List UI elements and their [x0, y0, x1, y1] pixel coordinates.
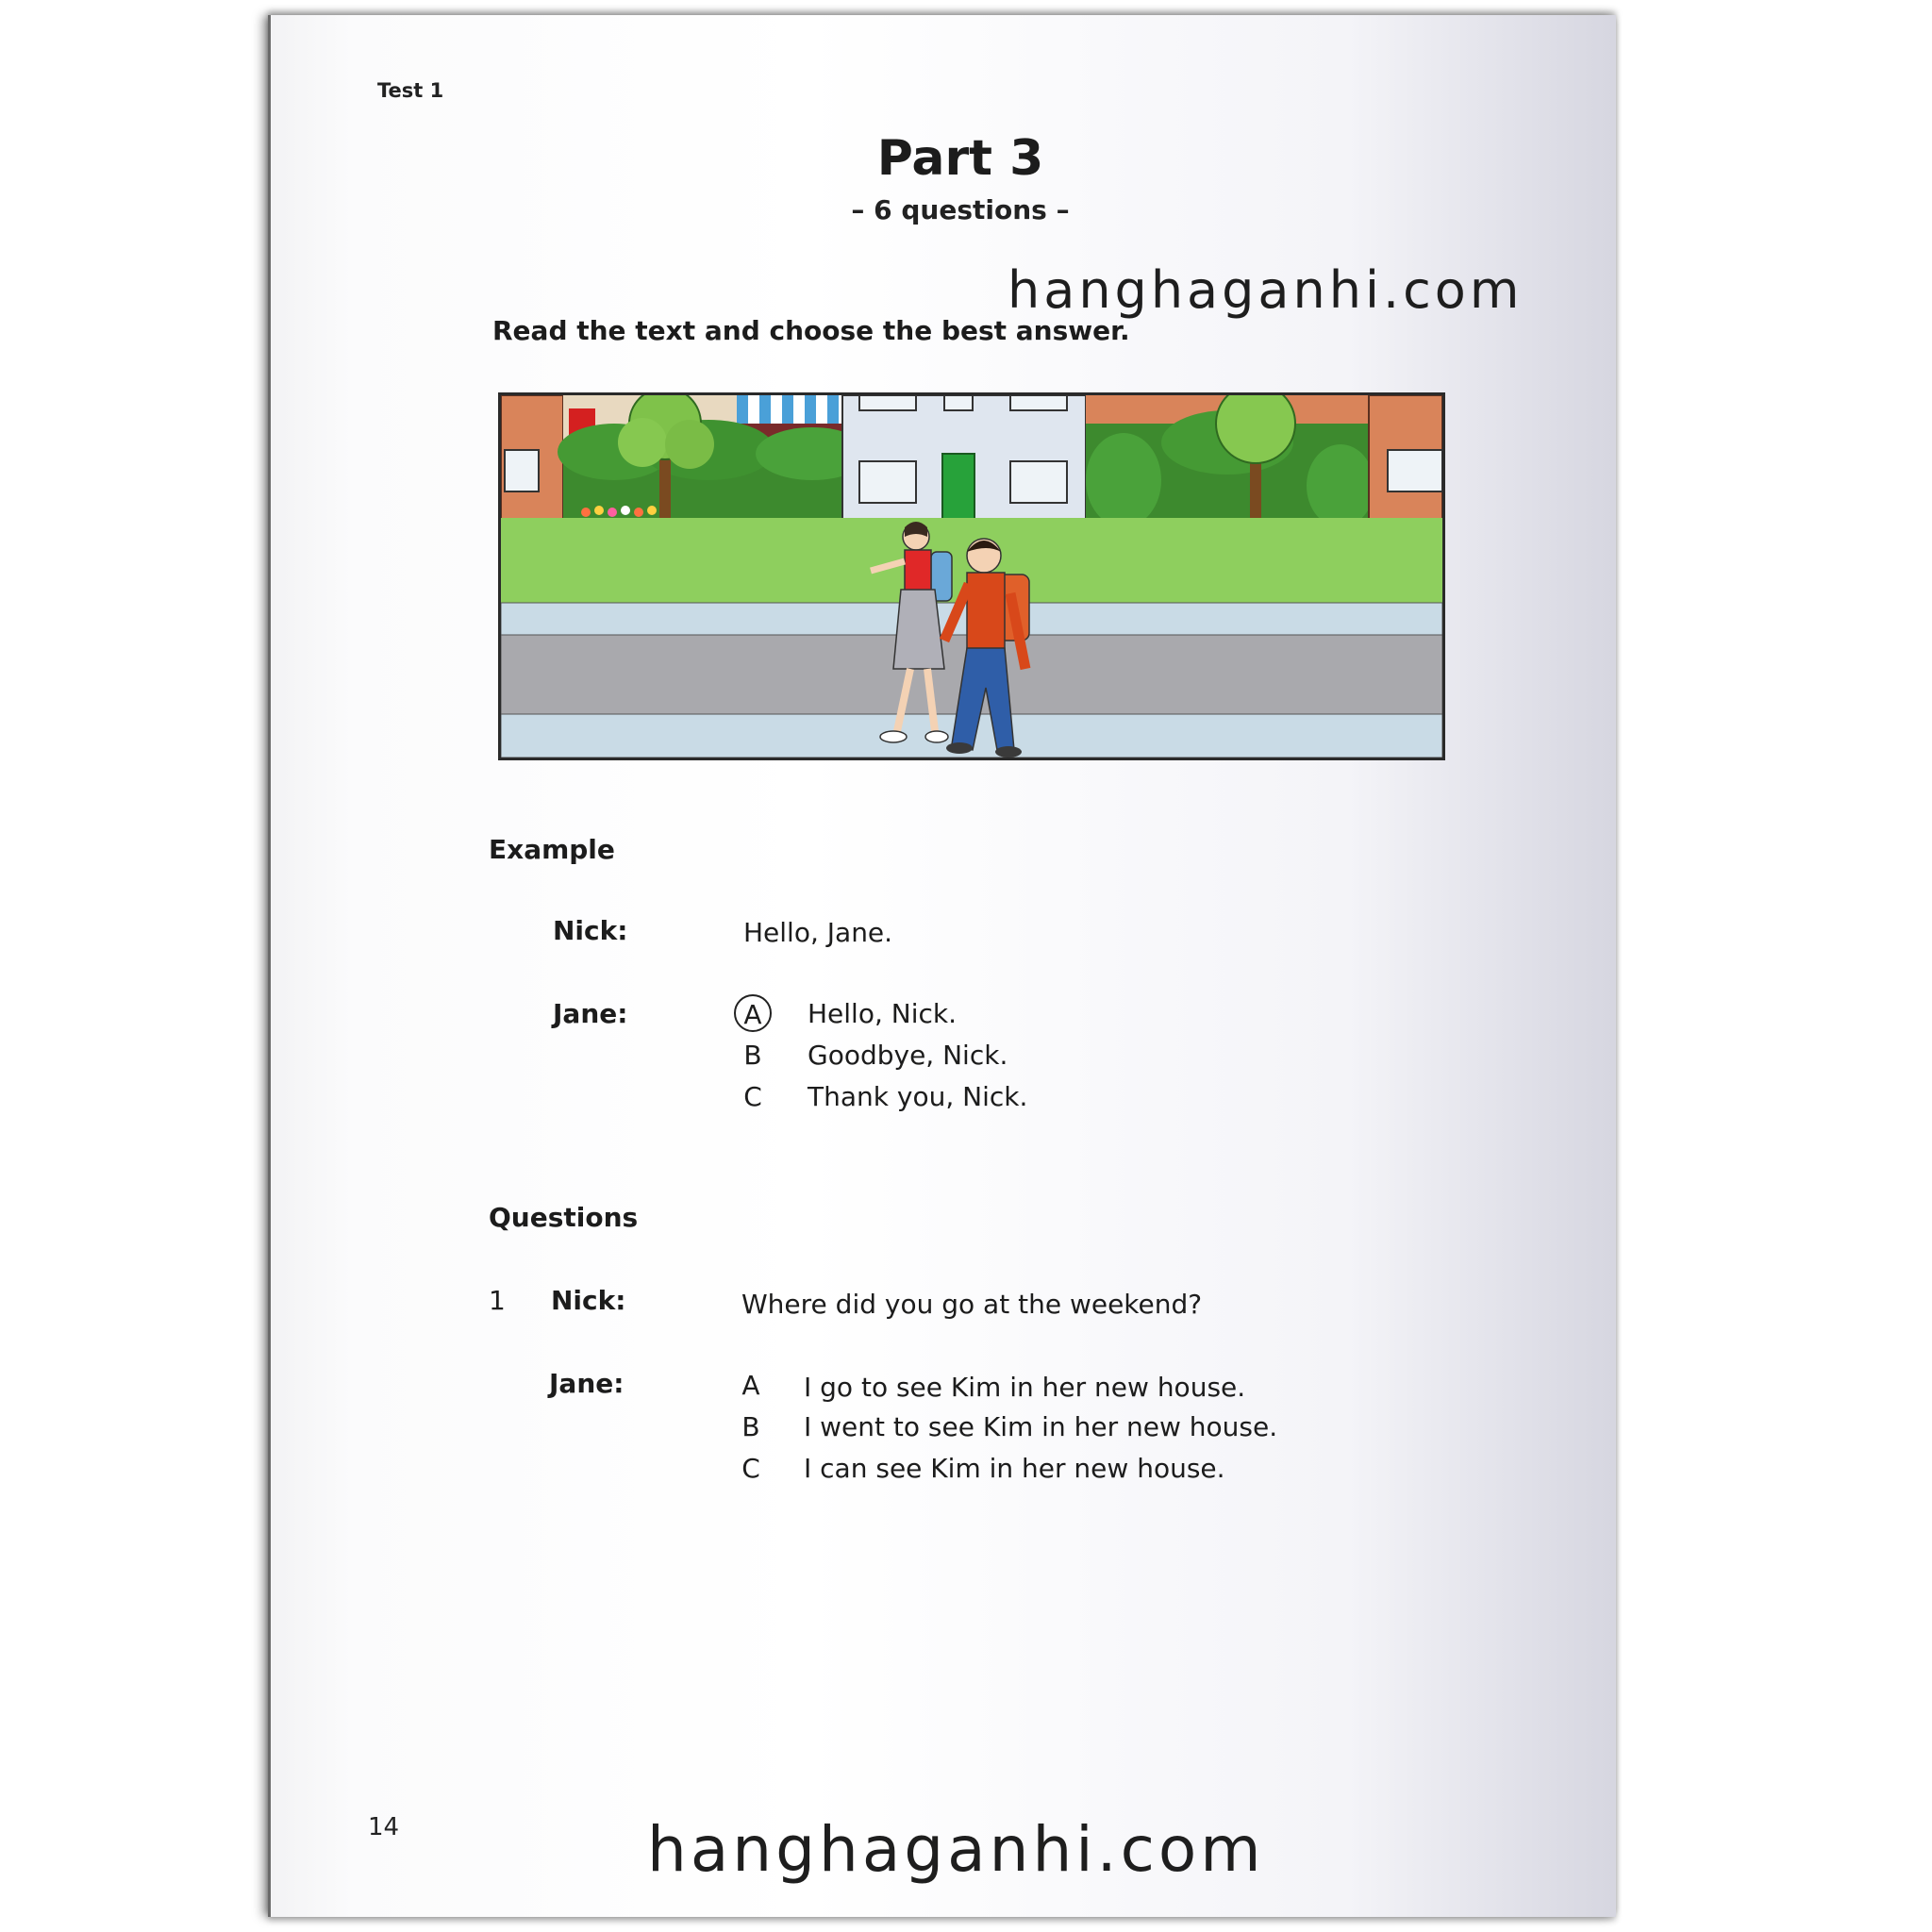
house-window-right: [1010, 461, 1067, 503]
hedge-bush-4: [1086, 433, 1161, 527]
house-window-left: [859, 461, 916, 503]
instruction-text: Read the text and choose the best answer.: [492, 315, 1130, 346]
question-1-number: 1: [489, 1285, 506, 1316]
example-option-a-text[interactable]: Hello, Nick.: [808, 998, 958, 1029]
question-1-option-b-text[interactable]: I went to see Kim in her new house.: [804, 1411, 1278, 1442]
question-1-option-b-letter[interactable]: B: [741, 1411, 760, 1442]
hedge-bush-6: [1307, 444, 1374, 527]
right-building-window: [1388, 450, 1442, 491]
example-option-c-text[interactable]: Thank you, Nick.: [808, 1081, 1028, 1112]
house-window-top-1: [859, 395, 916, 410]
street-illustration: [498, 392, 1445, 760]
tree-left-crown-2: [618, 418, 667, 467]
question-1-nick-speaker: Nick:: [551, 1285, 626, 1316]
part-subtitle: [0, 194, 1932, 225]
example-option-a-letter[interactable]: A: [734, 994, 772, 1032]
page-number: 14: [368, 1813, 400, 1841]
watermark-top: hanghaganhi.com: [1008, 260, 1524, 320]
question-1-option-a-text[interactable]: I go to see Kim in her new house.: [804, 1372, 1246, 1403]
house-window-top-2: [944, 395, 973, 410]
tree-left-crown-3: [665, 420, 714, 469]
question-1-option-c-text[interactable]: I can see Kim in her new house.: [804, 1453, 1225, 1484]
test-label: Test 1: [377, 79, 444, 102]
questions-label: Questions: [489, 1202, 639, 1233]
example-option-b-letter[interactable]: B: [743, 1040, 762, 1071]
watermark-bottom: hanghaganhi.com: [647, 1813, 1265, 1886]
house-window-top-3: [1010, 395, 1067, 410]
question-1-option-c-letter[interactable]: C: [741, 1453, 760, 1484]
left-building-window: [505, 450, 539, 491]
example-nick-line: Hello, Jane.: [743, 917, 893, 948]
example-jane-speaker: Jane:: [553, 998, 628, 1029]
part-subtitle-text: – 6 questions –: [851, 194, 1070, 225]
question-1-jane-speaker: Jane:: [549, 1368, 625, 1399]
question-1-nick-line: Where did you go at the weekend?: [741, 1289, 1203, 1320]
example-nick-speaker: Nick:: [553, 915, 628, 946]
question-1-option-a-letter[interactable]: A: [741, 1370, 760, 1401]
part-title-text: Part 3: [876, 130, 1044, 187]
example-option-b-text[interactable]: Goodbye, Nick.: [808, 1040, 1008, 1071]
tree-right-crown: [1216, 395, 1295, 463]
street-scene-svg: [501, 395, 1442, 758]
part-title: [0, 130, 1932, 187]
example-label: Example: [489, 834, 615, 865]
example-option-c-letter[interactable]: C: [743, 1081, 762, 1112]
tree-left-trunk: [659, 452, 671, 527]
